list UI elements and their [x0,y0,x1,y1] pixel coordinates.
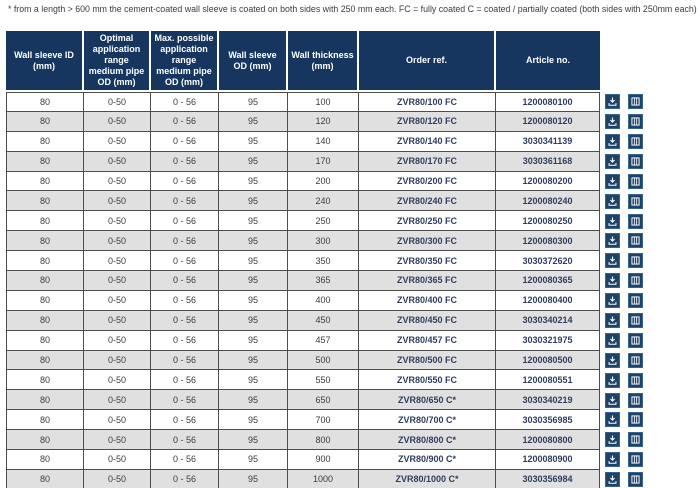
cell-article-no: 3030356985 [496,410,600,430]
cell-max-range: 0 - 56 [151,211,219,231]
row-actions [600,430,644,450]
download-button[interactable] [605,432,620,447]
cell-wall-sleeve-od: 95 [219,370,288,390]
cell-wall-sleeve-id: 80 [6,172,84,192]
grid-button[interactable] [628,154,643,169]
header-wall-sleeve-id: Wall sleeve ID (mm) [6,31,84,92]
grid-icon [630,414,641,425]
cell-order-ref: ZVR80/240 FC [359,191,496,211]
table-row [6,351,644,371]
wall-sleeve-table [6,31,644,488]
table-row [6,450,644,470]
cell-wall-sleeve-id: 80 [6,430,84,450]
grid-icon [630,355,641,366]
cell-optimal-range: 0-50 [84,191,151,211]
cell-order-ref: ZVR80/100 FC [359,92,496,112]
grid-icon [630,96,641,107]
cell-optimal-range: 0-50 [84,172,151,192]
cell-max-range: 0 - 56 [151,271,219,291]
table-row [6,191,644,211]
cell-optimal-range: 0-50 [84,311,151,331]
download-button[interactable] [605,253,620,268]
cell-wall-sleeve-id: 80 [6,152,84,172]
cell-order-ref: ZVR80/900 C* [359,450,496,470]
download-icon [607,176,618,187]
cell-order-ref: ZVR80/650 C* [359,390,496,410]
grid-icon [630,395,641,406]
download-icon [607,414,618,425]
grid-icon [630,474,641,485]
download-button[interactable] [605,154,620,169]
cell-article-no: 1200080200 [496,172,600,192]
download-button[interactable] [605,214,620,229]
cell-wall-thickness: 300 [288,231,359,251]
table-row [6,271,644,291]
cell-wall-thickness: 900 [288,450,359,470]
table-header [6,31,644,92]
cell-wall-sleeve-od: 95 [219,251,288,271]
cell-order-ref: ZVR80/550 FC [359,370,496,390]
grid-button[interactable] [628,174,643,189]
download-button[interactable] [605,472,620,487]
cell-wall-sleeve-od: 95 [219,172,288,192]
cell-wall-thickness: 365 [288,271,359,291]
cell-order-ref: ZVR80/200 FC [359,172,496,192]
cell-article-no: 1200080365 [496,271,600,291]
cell-wall-sleeve-od: 95 [219,390,288,410]
cell-wall-sleeve-id: 80 [6,450,84,470]
cell-order-ref: ZVR80/1000 C* [359,470,496,488]
grid-icon [630,255,641,266]
download-button[interactable] [605,293,620,308]
cell-wall-thickness: 457 [288,331,359,351]
cell-wall-sleeve-id: 80 [6,311,84,331]
cell-wall-sleeve-od: 95 [219,410,288,430]
cell-article-no: 1200080250 [496,211,600,231]
grid-icon [630,116,641,127]
cell-wall-thickness: 450 [288,311,359,331]
table-row [6,291,644,311]
header-article-no: Article no. [496,31,600,92]
download-icon [607,474,618,485]
cell-wall-sleeve-id: 80 [6,132,84,152]
cell-order-ref: ZVR80/300 FC [359,231,496,251]
download-button[interactable] [605,412,620,427]
table-row [6,132,644,152]
cell-wall-sleeve-id: 80 [6,191,84,211]
cell-order-ref: ZVR80/170 FC [359,152,496,172]
cell-wall-sleeve-od: 95 [219,152,288,172]
cell-max-range: 0 - 56 [151,470,219,488]
cell-wall-sleeve-id: 80 [6,231,84,251]
grid-button[interactable] [628,194,643,209]
cell-wall-sleeve-od: 95 [219,191,288,211]
cell-article-no: 3030356984 [496,470,600,488]
cell-max-range: 0 - 56 [151,351,219,371]
grid-button[interactable] [628,94,643,109]
table-body [6,92,644,488]
download-button[interactable] [605,194,620,209]
cell-wall-thickness: 700 [288,410,359,430]
cell-max-range: 0 - 56 [151,331,219,351]
cell-article-no: 1200080800 [496,430,600,450]
cell-order-ref: ZVR80/400 FC [359,291,496,311]
grid-icon [630,176,641,187]
grid-button[interactable] [628,353,643,368]
grid-button[interactable] [628,373,643,388]
cell-wall-thickness: 650 [288,390,359,410]
cell-max-range: 0 - 56 [151,251,219,271]
row-actions [600,191,644,211]
header-max-range: Max. possible application range medium pipe OD (mm) [151,31,219,92]
table-row [6,430,644,450]
row-actions [600,470,644,488]
cell-max-range: 0 - 56 [151,311,219,331]
grid-button[interactable] [628,412,643,427]
cell-optimal-range: 0-50 [84,132,151,152]
grid-icon [630,275,641,286]
table-row [6,251,644,271]
download-button[interactable] [605,174,620,189]
header-actions-spacer [600,31,644,92]
cell-wall-thickness: 240 [288,191,359,211]
download-button[interactable] [605,393,620,408]
grid-button[interactable] [628,214,643,229]
cell-wall-thickness: 140 [288,132,359,152]
table-row [6,112,644,132]
cell-max-range: 0 - 56 [151,370,219,390]
cell-article-no: 1200080240 [496,191,600,211]
grid-icon [630,196,641,207]
cell-wall-sleeve-od: 95 [219,311,288,331]
table-row [6,470,644,488]
row-actions [600,231,644,251]
cell-article-no: 3030361168 [496,152,600,172]
row-actions [600,92,644,112]
cell-optimal-range: 0-50 [84,92,151,112]
cell-optimal-range: 0-50 [84,390,151,410]
grid-button[interactable] [628,432,643,447]
cell-order-ref: ZVR80/457 FC [359,331,496,351]
grid-button[interactable] [628,313,643,328]
download-icon [607,255,618,266]
row-actions [600,211,644,231]
cell-wall-thickness: 550 [288,370,359,390]
header-wall-thickness: Wall thickness (mm) [288,31,359,92]
cell-wall-thickness: 500 [288,351,359,371]
cell-max-range: 0 - 56 [151,152,219,172]
row-actions [600,112,644,132]
cell-wall-sleeve-od: 95 [219,231,288,251]
download-button[interactable] [605,333,620,348]
cell-wall-sleeve-id: 80 [6,470,84,488]
download-icon [607,136,618,147]
grid-button[interactable] [628,333,643,348]
cell-order-ref: ZVR80/800 C* [359,430,496,450]
cell-wall-sleeve-id: 80 [6,331,84,351]
table-row [6,172,644,192]
table-row [6,311,644,331]
cell-order-ref: ZVR80/450 FC [359,311,496,331]
cell-wall-sleeve-od: 95 [219,271,288,291]
download-button[interactable] [605,114,620,129]
cell-wall-thickness: 1000 [288,470,359,488]
cell-wall-sleeve-od: 95 [219,132,288,152]
cell-article-no: 1200080500 [496,351,600,371]
download-icon [607,335,618,346]
grid-icon [630,216,641,227]
download-button[interactable] [605,313,620,328]
cell-optimal-range: 0-50 [84,331,151,351]
row-actions [600,331,644,351]
cell-article-no: 1200080300 [496,231,600,251]
cell-optimal-range: 0-50 [84,152,151,172]
grid-button[interactable] [628,114,643,129]
grid-button[interactable] [628,393,643,408]
cell-wall-sleeve-id: 80 [6,112,84,132]
grid-button[interactable] [628,134,643,149]
row-actions [600,351,644,371]
grid-button[interactable] [628,293,643,308]
cell-optimal-range: 0-50 [84,211,151,231]
cell-article-no: 3030340219 [496,390,600,410]
cell-wall-sleeve-od: 95 [219,92,288,112]
row-actions [600,152,644,172]
cell-optimal-range: 0-50 [84,450,151,470]
cell-wall-thickness: 400 [288,291,359,311]
cell-article-no: 3030340214 [496,311,600,331]
cell-wall-sleeve-od: 95 [219,351,288,371]
cell-wall-thickness: 250 [288,211,359,231]
row-actions [600,172,644,192]
cell-wall-thickness: 350 [288,251,359,271]
cell-wall-sleeve-id: 80 [6,271,84,291]
cell-wall-thickness: 800 [288,430,359,450]
header-order-ref: Order ref. [359,31,496,92]
cell-optimal-range: 0-50 [84,351,151,371]
cell-wall-thickness: 120 [288,112,359,132]
cell-order-ref: ZVR80/250 FC [359,211,496,231]
grid-icon [630,235,641,246]
row-actions [600,311,644,331]
grid-icon [630,295,641,306]
cell-wall-thickness: 100 [288,92,359,112]
download-icon [607,454,618,465]
cell-wall-sleeve-od: 95 [219,112,288,132]
cell-article-no: 1200080900 [496,450,600,470]
row-actions [600,251,644,271]
download-icon [607,375,618,386]
cell-wall-sleeve-od: 95 [219,291,288,311]
table-row [6,231,644,251]
cell-optimal-range: 0-50 [84,291,151,311]
cell-order-ref: ZVR80/350 FC [359,251,496,271]
cell-max-range: 0 - 56 [151,291,219,311]
cell-max-range: 0 - 56 [151,450,219,470]
cell-max-range: 0 - 56 [151,92,219,112]
cell-optimal-range: 0-50 [84,271,151,291]
download-icon [607,156,618,167]
download-icon [607,196,618,207]
cell-article-no: 3030341139 [496,132,600,152]
cell-max-range: 0 - 56 [151,112,219,132]
table-row [6,211,644,231]
cell-wall-sleeve-od: 95 [219,211,288,231]
grid-icon [630,136,641,147]
row-actions [600,450,644,470]
cell-order-ref: ZVR80/120 FC [359,112,496,132]
cell-wall-thickness: 170 [288,152,359,172]
header-wall-sleeve-od: Wall sleeve OD (mm) [219,31,288,92]
cell-max-range: 0 - 56 [151,231,219,251]
grid-icon [630,454,641,465]
download-button[interactable] [605,353,620,368]
cell-optimal-range: 0-50 [84,370,151,390]
cell-max-range: 0 - 56 [151,172,219,192]
download-button[interactable] [605,94,620,109]
grid-icon [630,156,641,167]
download-button[interactable] [605,233,620,248]
cell-wall-sleeve-id: 80 [6,410,84,430]
download-icon [607,395,618,406]
download-button[interactable] [605,273,620,288]
cell-order-ref: ZVR80/500 FC [359,351,496,371]
cell-wall-sleeve-id: 80 [6,211,84,231]
cell-optimal-range: 0-50 [84,470,151,488]
grid-button[interactable] [628,452,643,467]
cell-wall-sleeve-id: 80 [6,92,84,112]
cell-article-no: 3030321975 [496,331,600,351]
cell-wall-sleeve-id: 80 [6,351,84,371]
cell-wall-sleeve-od: 95 [219,450,288,470]
cell-order-ref: ZVR80/140 FC [359,132,496,152]
download-icon [607,235,618,246]
footnote: * from a length > 600 mm the cement-coated wall sleeve is coated on both sides with 250 mm each. FC = fully coated C = coated / partially coated (both sides with 250mm each) [8,4,697,14]
download-icon [607,116,618,127]
download-icon [607,295,618,306]
cell-optimal-range: 0-50 [84,231,151,251]
grid-button[interactable] [628,233,643,248]
grid-button[interactable] [628,253,643,268]
cell-wall-sleeve-id: 80 [6,251,84,271]
grid-button[interactable] [628,273,643,288]
grid-icon [630,315,641,326]
cell-wall-thickness: 200 [288,172,359,192]
cell-max-range: 0 - 56 [151,132,219,152]
table-row [6,331,644,351]
grid-icon [630,375,641,386]
grid-icon [630,335,641,346]
grid-button[interactable] [628,472,643,487]
cell-wall-sleeve-id: 80 [6,291,84,311]
cell-optimal-range: 0-50 [84,430,151,450]
table-row [6,152,644,172]
cell-article-no: 1200080120 [496,112,600,132]
row-actions [600,410,644,430]
cell-article-no: 1200080400 [496,291,600,311]
download-button[interactable] [605,373,620,388]
table-row [6,410,644,430]
cell-optimal-range: 0-50 [84,112,151,132]
download-icon [607,275,618,286]
cell-article-no: 3030372620 [496,251,600,271]
download-button[interactable] [605,452,620,467]
cell-order-ref: ZVR80/365 FC [359,271,496,291]
download-button[interactable] [605,134,620,149]
table-row [6,92,644,112]
download-icon [607,96,618,107]
row-actions [600,271,644,291]
cell-article-no: 1200080100 [496,92,600,112]
cell-wall-sleeve-od: 95 [219,430,288,450]
cell-wall-sleeve-od: 95 [219,331,288,351]
cell-optimal-range: 0-50 [84,251,151,271]
download-icon [607,216,618,227]
cell-article-no: 1200080551 [496,370,600,390]
cell-max-range: 0 - 56 [151,191,219,211]
cell-max-range: 0 - 56 [151,390,219,410]
cell-wall-sleeve-id: 80 [6,390,84,410]
cell-wall-sleeve-od: 95 [219,470,288,488]
cell-max-range: 0 - 56 [151,410,219,430]
row-actions [600,291,644,311]
row-actions [600,390,644,410]
download-icon [607,355,618,366]
cell-max-range: 0 - 56 [151,430,219,450]
header-optimal-range: Optimal application range medium pipe OD (mm) [84,31,151,92]
cell-order-ref: ZVR80/700 C* [359,410,496,430]
grid-icon [630,434,641,445]
cell-wall-sleeve-id: 80 [6,370,84,390]
table-row [6,370,644,390]
row-actions [600,132,644,152]
download-icon [607,315,618,326]
table-row [6,390,644,410]
cell-optimal-range: 0-50 [84,410,151,430]
download-icon [607,434,618,445]
row-actions [600,370,644,390]
